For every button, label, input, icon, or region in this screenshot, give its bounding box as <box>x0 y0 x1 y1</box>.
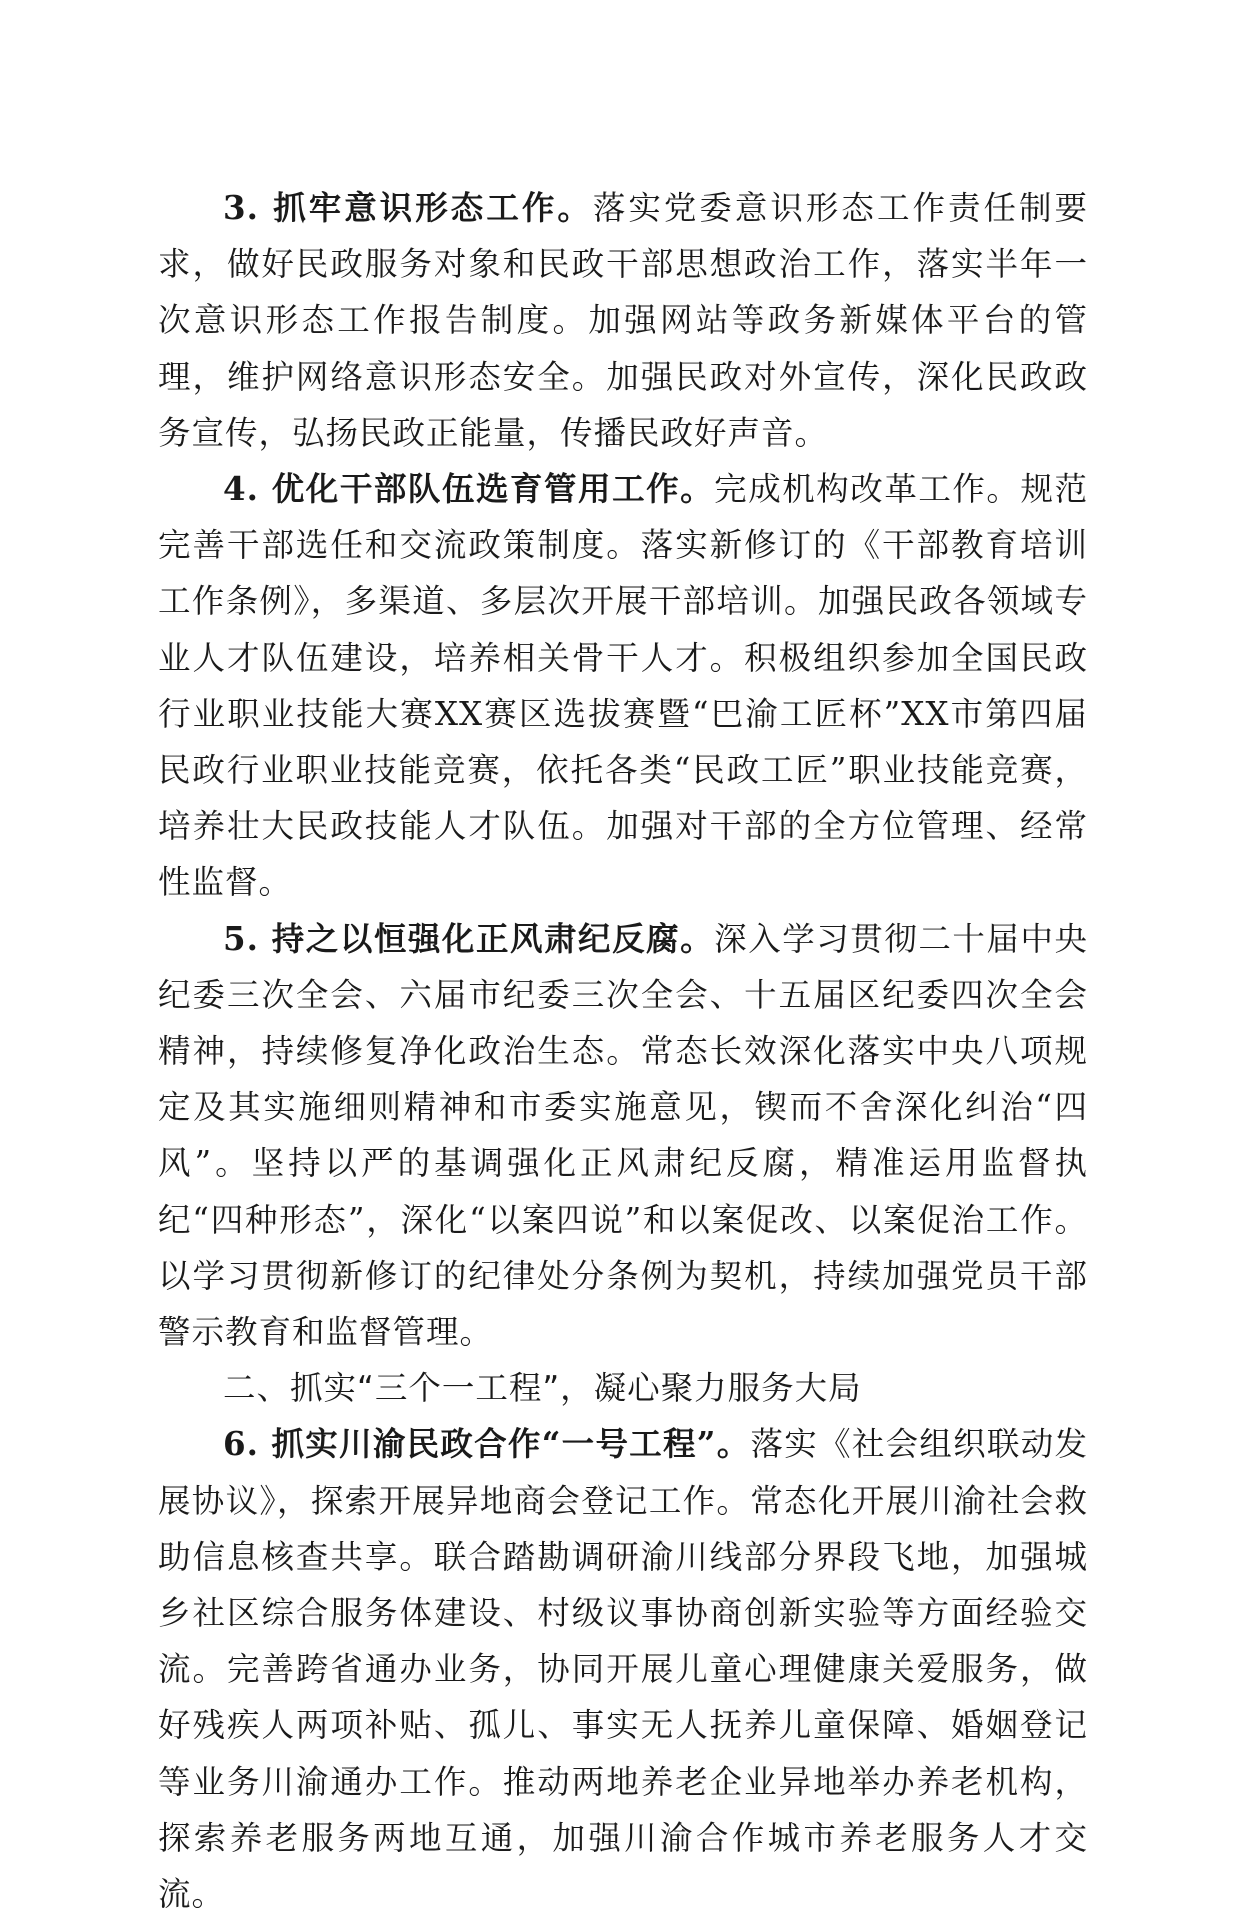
paragraph-item-5 <box>158 911 1088 1361</box>
item-4-body: 完成机构改革工作。规范完善干部选任和交流政策制度。落实新修订的《干部教育培训工作条例》，多渠道、多层次开展干部培训。加强民政各领域专业人才队伍建设，培养相关骨干人才。积极组织参加全国民政行业职业技能大赛XX赛区选拔赛暨“巴渝工匠杯”XX市第四届民政行业职业技能竞赛，依托各类“民政工匠”职业技能竞赛，培养壮大民政技能人才队伍。加强对干部的全方位管理、经常性监督。 <box>158 470 1088 902</box>
paragraph-item-3 <box>158 180 1088 461</box>
item-6-heading: 6. 抓实川渝民政合作“一号工程”。 <box>223 1424 751 1464</box>
paragraph-item-6 <box>158 1416 1088 1922</box>
item-4-heading: 4. 优化干部队伍选育管用工作。 <box>223 469 715 509</box>
item-5-heading: 5. 持之以恒强化正风肃纪反腐。 <box>223 918 715 958</box>
item-3-heading: 3. 抓牢意识形态工作。 <box>223 188 593 227</box>
item-5-body: 深入学习贯彻二十届中央纪委三次全会、六届市纪委三次全会、十五届区纪委四次全会精神，持续修复净化政治生态。常态长效深化落实中央八项规定及其实施细则精神和市委实施意见，锲而不舍深化纠治“四风”。坚持以严的基调强化正风肃纪反腐，精准运用监督执纪“四种形态”，深化“以案四说”和以案促改、以案促治工作。以学习贯彻新修订的纪律处分条例为契机，持续加强党员干部警示教育和监督管理。 <box>158 919 1088 1352</box>
item-6-body: 落实《社会组织联动发展协议》，探索开展异地商会登记工作。常态化开展川渝社会救助信息核查共享。联合踏勘调研渝川线部分界段飞地，加强城乡社区综合服务体建设、村级议事协商创新实验等方面经验交流。完善跨省通办业务，协同开展儿童心理健康关爱服务，做好残疾人两项补贴、孤儿、事实无人抚养儿童保障、婚姻登记等业务川渝通办工作。推动两地养老企业异地举办养老机构，探索养老服务两地互通，加强川渝合作城市养老服务人才交流。 <box>158 1425 1088 1914</box>
document-page <box>158 180 1088 1922</box>
section-heading: 二、抓实“三个一工程”，凝心聚力服务大局 <box>223 1369 862 1408</box>
paragraph-item-4 <box>158 461 1088 911</box>
item-3-body: 落实党委意识形态工作责任制要求，做好民政服务对象和民政干部思想政治工作，落实半年一次意识形态工作报告制度。加强网站等政务新媒体平台的管理，维护网络意识形态安全。加强民政对外宣传，深化民政政务宣传，弘扬民政正能量，传播民政好声音。 <box>158 189 1088 452</box>
